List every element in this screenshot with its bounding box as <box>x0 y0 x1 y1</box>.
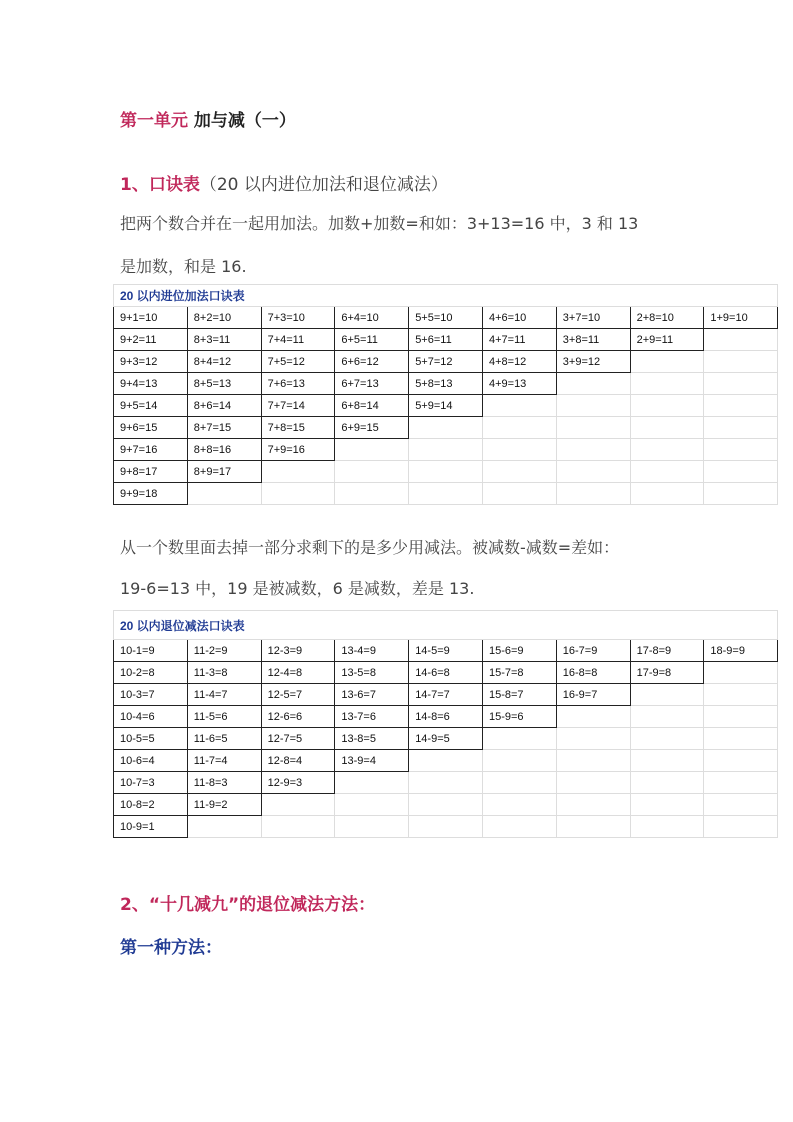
table-cell: 4+9=13 <box>482 373 556 395</box>
table-cell: 11-6=5 <box>187 728 261 750</box>
table-cell <box>335 483 409 505</box>
section1-subtitle: （20 以内进位加法和退位减法） <box>199 175 448 195</box>
table-cell: 10-4=6 <box>114 706 188 728</box>
table-cell <box>556 772 630 794</box>
table-cell: 7+6=13 <box>261 373 335 395</box>
table-cell: 5+5=10 <box>409 307 483 329</box>
table-cell: 7+9=16 <box>261 439 335 461</box>
table-cell: 5+9=14 <box>409 395 483 417</box>
table-cell: 6+8=14 <box>335 395 409 417</box>
para2-line1: 从一个数里面去掉一部分求剩下的是多少用减法。被减数-减数=差如： <box>120 538 620 557</box>
table-cell <box>409 483 483 505</box>
section2-title: 2、“十几减九”的退位减法方法： <box>120 895 376 915</box>
table-cell: 2+9=11 <box>630 329 704 351</box>
table-cell: 5+6=11 <box>409 329 483 351</box>
table-cell <box>482 750 556 772</box>
table-cell: 8+9=17 <box>187 461 261 483</box>
table-cell <box>556 461 630 483</box>
table-cell <box>704 461 778 483</box>
table-cell: 8+7=15 <box>187 417 261 439</box>
table-cell: 6+9=15 <box>335 417 409 439</box>
table-cell: 12-7=5 <box>261 728 335 750</box>
subtraction-table <box>113 610 778 838</box>
table-cell: 6+4=10 <box>335 307 409 329</box>
table-cell: 10-6=4 <box>114 750 188 772</box>
table-cell <box>482 395 556 417</box>
table-cell: 10-3=7 <box>114 684 188 706</box>
table-cell: 10-5=5 <box>114 728 188 750</box>
table-cell <box>187 816 261 838</box>
table-cell: 5+7=12 <box>409 351 483 373</box>
table-cell: 6+6=12 <box>335 351 409 373</box>
table-cell: 15-7=8 <box>482 662 556 684</box>
table-cell <box>704 373 778 395</box>
table-cell <box>630 461 704 483</box>
table-cell <box>704 417 778 439</box>
table-cell: 8+8=16 <box>187 439 261 461</box>
table-cell <box>630 439 704 461</box>
table-row <box>114 307 778 329</box>
table-cell <box>335 794 409 816</box>
table-cell: 1+9=10 <box>704 307 778 329</box>
table-cell <box>704 439 778 461</box>
table-cell: 8+3=11 <box>187 329 261 351</box>
table-row <box>114 684 778 706</box>
table-cell <box>630 728 704 750</box>
table-cell <box>630 684 704 706</box>
table-cell <box>704 351 778 373</box>
unit-title: 加与减（一） <box>193 111 296 131</box>
table-cell: 4+6=10 <box>482 307 556 329</box>
table-cell <box>556 728 630 750</box>
table-cell: 12-9=3 <box>261 772 335 794</box>
table-cell: 11-4=7 <box>187 684 261 706</box>
table-cell <box>482 461 556 483</box>
table-cell <box>482 483 556 505</box>
table-cell: 15-8=7 <box>482 684 556 706</box>
table-cell: 3+7=10 <box>556 307 630 329</box>
table-cell <box>630 351 704 373</box>
table-row <box>114 772 778 794</box>
table-cell <box>187 483 261 505</box>
para1-line2: 是加数，和是 16. <box>120 257 247 276</box>
para2-line2: 19-6=13 中，19 是被减数，6 是减数，差是 13. <box>120 579 475 598</box>
table-cell <box>704 706 778 728</box>
table-cell: 10-1=9 <box>114 640 188 662</box>
table-cell: 17-9=8 <box>630 662 704 684</box>
table-cell: 7+8=15 <box>261 417 335 439</box>
table-cell <box>482 816 556 838</box>
table-cell: 14-7=7 <box>409 684 483 706</box>
table-cell: 7+4=11 <box>261 329 335 351</box>
table-cell <box>556 373 630 395</box>
table-cell <box>482 417 556 439</box>
table-row <box>114 728 778 750</box>
table-cell <box>704 662 778 684</box>
table-cell: 13-9=4 <box>335 750 409 772</box>
table-row <box>114 461 778 483</box>
table-cell <box>335 461 409 483</box>
table-cell: 8+4=12 <box>187 351 261 373</box>
table-cell: 11-8=3 <box>187 772 261 794</box>
table-cell <box>630 794 704 816</box>
table-cell <box>261 794 335 816</box>
table-cell <box>482 772 556 794</box>
table-cell <box>630 373 704 395</box>
table-cell: 15-9=6 <box>482 706 556 728</box>
table-cell <box>704 329 778 351</box>
table-cell: 9+9=18 <box>114 483 188 505</box>
table-row <box>114 483 778 505</box>
table-cell: 9+1=10 <box>114 307 188 329</box>
table-cell: 11-5=6 <box>187 706 261 728</box>
table-cell: 14-5=9 <box>409 640 483 662</box>
table-cell: 14-9=5 <box>409 728 483 750</box>
table-cell <box>556 483 630 505</box>
table-row <box>114 662 778 684</box>
table-cell <box>556 794 630 816</box>
table-cell <box>704 794 778 816</box>
table-cell: 11-9=2 <box>187 794 261 816</box>
table-cell <box>704 684 778 706</box>
table-cell <box>630 772 704 794</box>
section1-heading <box>120 170 448 195</box>
table-cell <box>409 417 483 439</box>
table-cell: 14-8=6 <box>409 706 483 728</box>
table-cell: 4+8=12 <box>482 351 556 373</box>
table-cell: 9+3=12 <box>114 351 188 373</box>
table-cell: 16-7=9 <box>556 640 630 662</box>
subtraction-table-title: 20 以内退位减法口诀表 <box>114 611 778 640</box>
table-cell <box>261 461 335 483</box>
table-cell <box>335 816 409 838</box>
table-cell <box>335 772 409 794</box>
table-cell: 9+5=14 <box>114 395 188 417</box>
table-cell: 9+7=16 <box>114 439 188 461</box>
table-cell <box>630 417 704 439</box>
table-cell: 3+9=12 <box>556 351 630 373</box>
table-cell: 10-9=1 <box>114 816 188 838</box>
table-cell <box>704 728 778 750</box>
table-cell: 8+2=10 <box>187 307 261 329</box>
table-cell <box>704 772 778 794</box>
table-cell <box>482 728 556 750</box>
table-cell <box>261 483 335 505</box>
table-row <box>114 351 778 373</box>
table-cell: 12-4=8 <box>261 662 335 684</box>
table-cell: 11-3=8 <box>187 662 261 684</box>
table-cell <box>556 395 630 417</box>
table-cell: 12-5=7 <box>261 684 335 706</box>
table-cell <box>556 816 630 838</box>
table-cell: 9+8=17 <box>114 461 188 483</box>
section1-title: 1、口诀表 <box>120 175 200 195</box>
table-cell: 9+2=11 <box>114 329 188 351</box>
table-cell: 10-7=3 <box>114 772 188 794</box>
table-cell: 14-6=8 <box>409 662 483 684</box>
table-cell <box>704 395 778 417</box>
table-row <box>114 329 778 351</box>
table-cell: 10-2=8 <box>114 662 188 684</box>
table-cell <box>556 439 630 461</box>
table-cell: 12-6=6 <box>261 706 335 728</box>
table-cell <box>630 483 704 505</box>
table-cell: 13-8=5 <box>335 728 409 750</box>
table-cell <box>261 816 335 838</box>
table-row <box>114 794 778 816</box>
table-cell <box>704 483 778 505</box>
table-cell <box>556 706 630 728</box>
table-cell <box>409 461 483 483</box>
table-cell: 12-8=4 <box>261 750 335 772</box>
table-cell: 6+5=11 <box>335 329 409 351</box>
table-cell: 13-7=6 <box>335 706 409 728</box>
table-cell: 16-9=7 <box>556 684 630 706</box>
para1-line1: 把两个数合并在一起用加法。加数+加数=和如：3+13=16 中，3 和 13 <box>120 214 639 233</box>
table-cell <box>409 772 483 794</box>
table-cell: 11-7=4 <box>187 750 261 772</box>
table-cell: 15-6=9 <box>482 640 556 662</box>
table-cell <box>630 395 704 417</box>
table-cell <box>335 439 409 461</box>
table-row <box>114 816 778 838</box>
table-cell: 2+8=10 <box>630 307 704 329</box>
table-cell <box>704 816 778 838</box>
table-cell: 13-6=7 <box>335 684 409 706</box>
table-cell <box>556 417 630 439</box>
table-cell <box>409 750 483 772</box>
unit-heading <box>120 106 296 131</box>
table-cell: 7+5=12 <box>261 351 335 373</box>
table-cell: 17-8=9 <box>630 640 704 662</box>
table-cell <box>630 750 704 772</box>
table-cell <box>409 816 483 838</box>
table-cell <box>630 816 704 838</box>
table-cell: 7+3=10 <box>261 307 335 329</box>
table-cell: 7+7=14 <box>261 395 335 417</box>
method1-title: 第一种方法： <box>120 938 222 958</box>
table-cell: 18-9=9 <box>704 640 778 662</box>
table-cell <box>482 794 556 816</box>
table-cell: 3+8=11 <box>556 329 630 351</box>
table-cell <box>630 706 704 728</box>
table-row <box>114 640 778 662</box>
table-cell <box>556 750 630 772</box>
table-cell: 8+6=14 <box>187 395 261 417</box>
table-cell: 6+7=13 <box>335 373 409 395</box>
table-row <box>114 395 778 417</box>
table-cell: 12-3=9 <box>261 640 335 662</box>
table-cell: 8+5=13 <box>187 373 261 395</box>
table-cell: 11-2=9 <box>187 640 261 662</box>
table-row <box>114 706 778 728</box>
table-cell: 13-5=8 <box>335 662 409 684</box>
table-cell <box>482 439 556 461</box>
unit-label: 第一单元 <box>120 111 188 131</box>
table-cell <box>704 750 778 772</box>
table-cell: 16-8=8 <box>556 662 630 684</box>
table-cell <box>409 439 483 461</box>
addition-table-title: 20 以内进位加法口诀表 <box>114 285 778 307</box>
table-cell: 9+4=13 <box>114 373 188 395</box>
table-cell: 4+7=11 <box>482 329 556 351</box>
addition-table <box>113 284 778 505</box>
table-cell <box>409 794 483 816</box>
table-cell: 13-4=9 <box>335 640 409 662</box>
table-row <box>114 750 778 772</box>
table-row <box>114 417 778 439</box>
table-row <box>114 439 778 461</box>
table-cell: 9+6=15 <box>114 417 188 439</box>
table-cell: 5+8=13 <box>409 373 483 395</box>
table-row <box>114 373 778 395</box>
table-cell: 10-8=2 <box>114 794 188 816</box>
